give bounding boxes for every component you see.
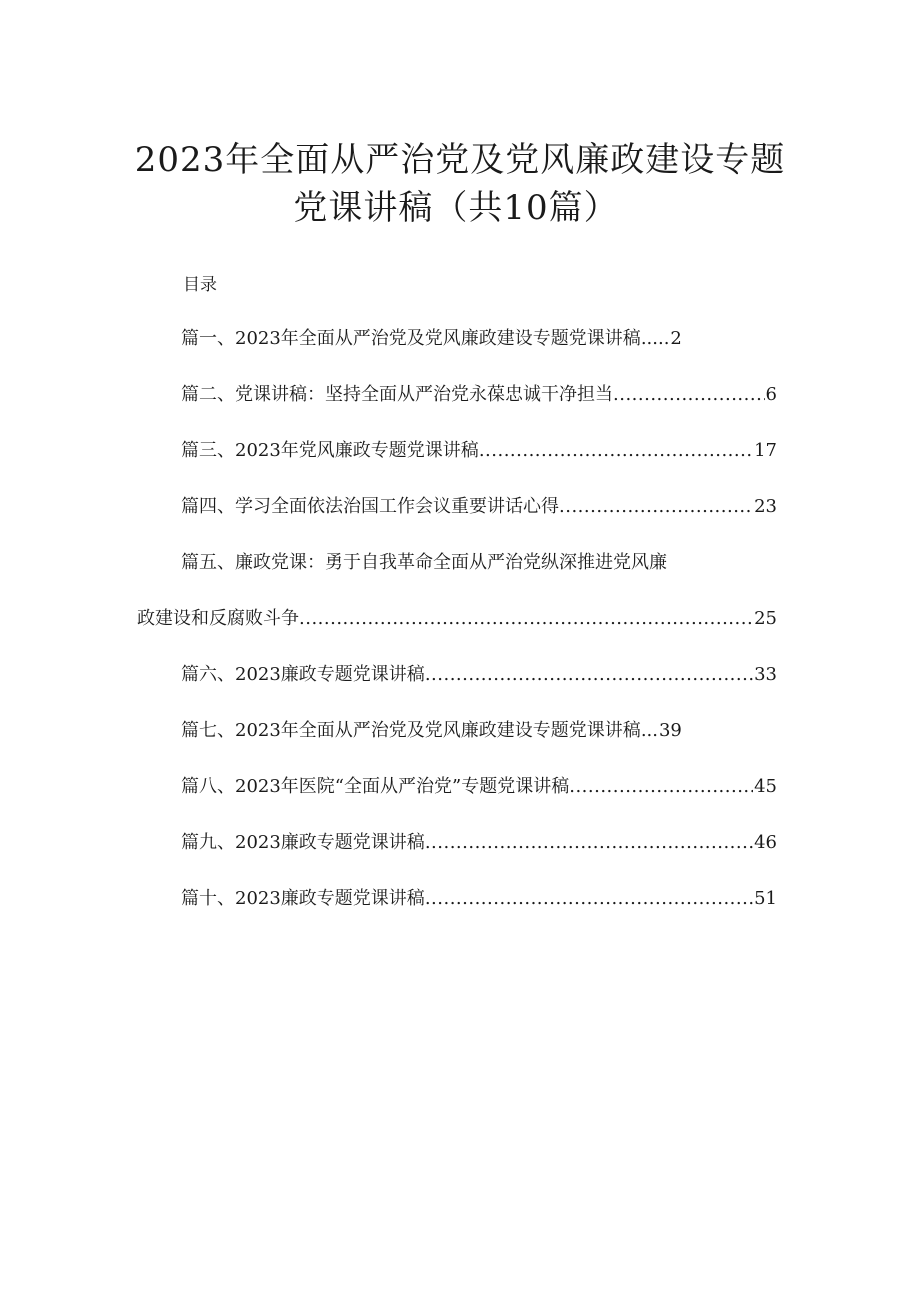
toc-entry-title: 篇九、2023廉政专题党课讲稿: [181, 832, 425, 853]
toc-entry-4[interactable]: [181, 493, 777, 521]
toc-entry-title: 篇一、2023年全面从严治党及党风廉政建设专题党课讲稿: [181, 328, 641, 349]
toc-entry-page: 33: [754, 664, 777, 685]
toc-entry-10[interactable]: [181, 885, 777, 913]
toc-entry-1[interactable]: [181, 325, 721, 353]
toc-entry-8[interactable]: [181, 773, 777, 801]
toc-entry-7[interactable]: [181, 717, 726, 745]
toc-entry-page: 46: [754, 832, 777, 853]
toc-entry-leader: [559, 493, 753, 521]
toc-entry-5-line-1[interactable]: 篇五、廉政党课：勇于自我革命全面从严治党纵深推进党风廉: [181, 552, 667, 573]
document-title-line-1: 2023年全面从严治党及党风廉政建设专题: [134, 140, 786, 180]
toc-entry-page: 39: [658, 720, 682, 741]
toc-entry-title: 篇八、2023年医院“全面从严治党”专题党课讲稿: [181, 776, 570, 797]
toc-entry-2[interactable]: [181, 381, 777, 409]
toc-entry-title: 篇十、2023廉政专题党课讲稿: [181, 888, 425, 909]
toc-entry-title: 篇三、2023年党风廉政专题党课讲稿: [181, 440, 479, 461]
toc-entry-leader: [569, 773, 753, 801]
toc-entry-3[interactable]: [181, 437, 777, 465]
toc-entry-leader: [299, 605, 753, 633]
toc-entry-title: 篇六、2023廉政专题党课讲稿: [181, 664, 425, 685]
document-title-line-2: 党课讲稿（共10篇）: [293, 188, 619, 228]
toc-entry-5[interactable]: [137, 605, 777, 633]
toc-entry-leader: .....: [640, 328, 670, 349]
toc-entry-page: 25: [754, 608, 777, 629]
toc-entry-leader: [425, 829, 753, 857]
toc-entry-leader: [479, 437, 753, 465]
toc-entry-page: 17: [754, 440, 777, 461]
toc-entry-title: 篇四、学习全面依法治国工作会议重要讲话心得: [181, 496, 559, 517]
toc-heading: 目录: [183, 275, 217, 295]
toc-entry-title: 篇七、2023年全面从严治党及党风廉政建设专题党课讲稿: [181, 720, 641, 741]
toc-entry-leader: [613, 381, 765, 409]
toc-entry-leader: [425, 661, 753, 689]
toc-entry-6[interactable]: [181, 661, 777, 689]
toc-entry-page: 2: [670, 328, 682, 349]
toc-entry-leader: [425, 885, 753, 913]
toc-entry-page: 51: [754, 888, 777, 909]
toc-entry-page: 6: [765, 384, 777, 405]
toc-entry-title-continued: 政建设和反腐败斗争: [137, 608, 299, 629]
toc-entry-leader: ...: [640, 720, 658, 741]
toc-entry-title: 篇二、党课讲稿：坚持全面从严治党永葆忠诚干净担当: [181, 384, 613, 405]
toc-entry-page: 45: [754, 776, 777, 797]
toc-entry-page: 23: [754, 496, 777, 517]
toc-entry-9[interactable]: [181, 829, 777, 857]
